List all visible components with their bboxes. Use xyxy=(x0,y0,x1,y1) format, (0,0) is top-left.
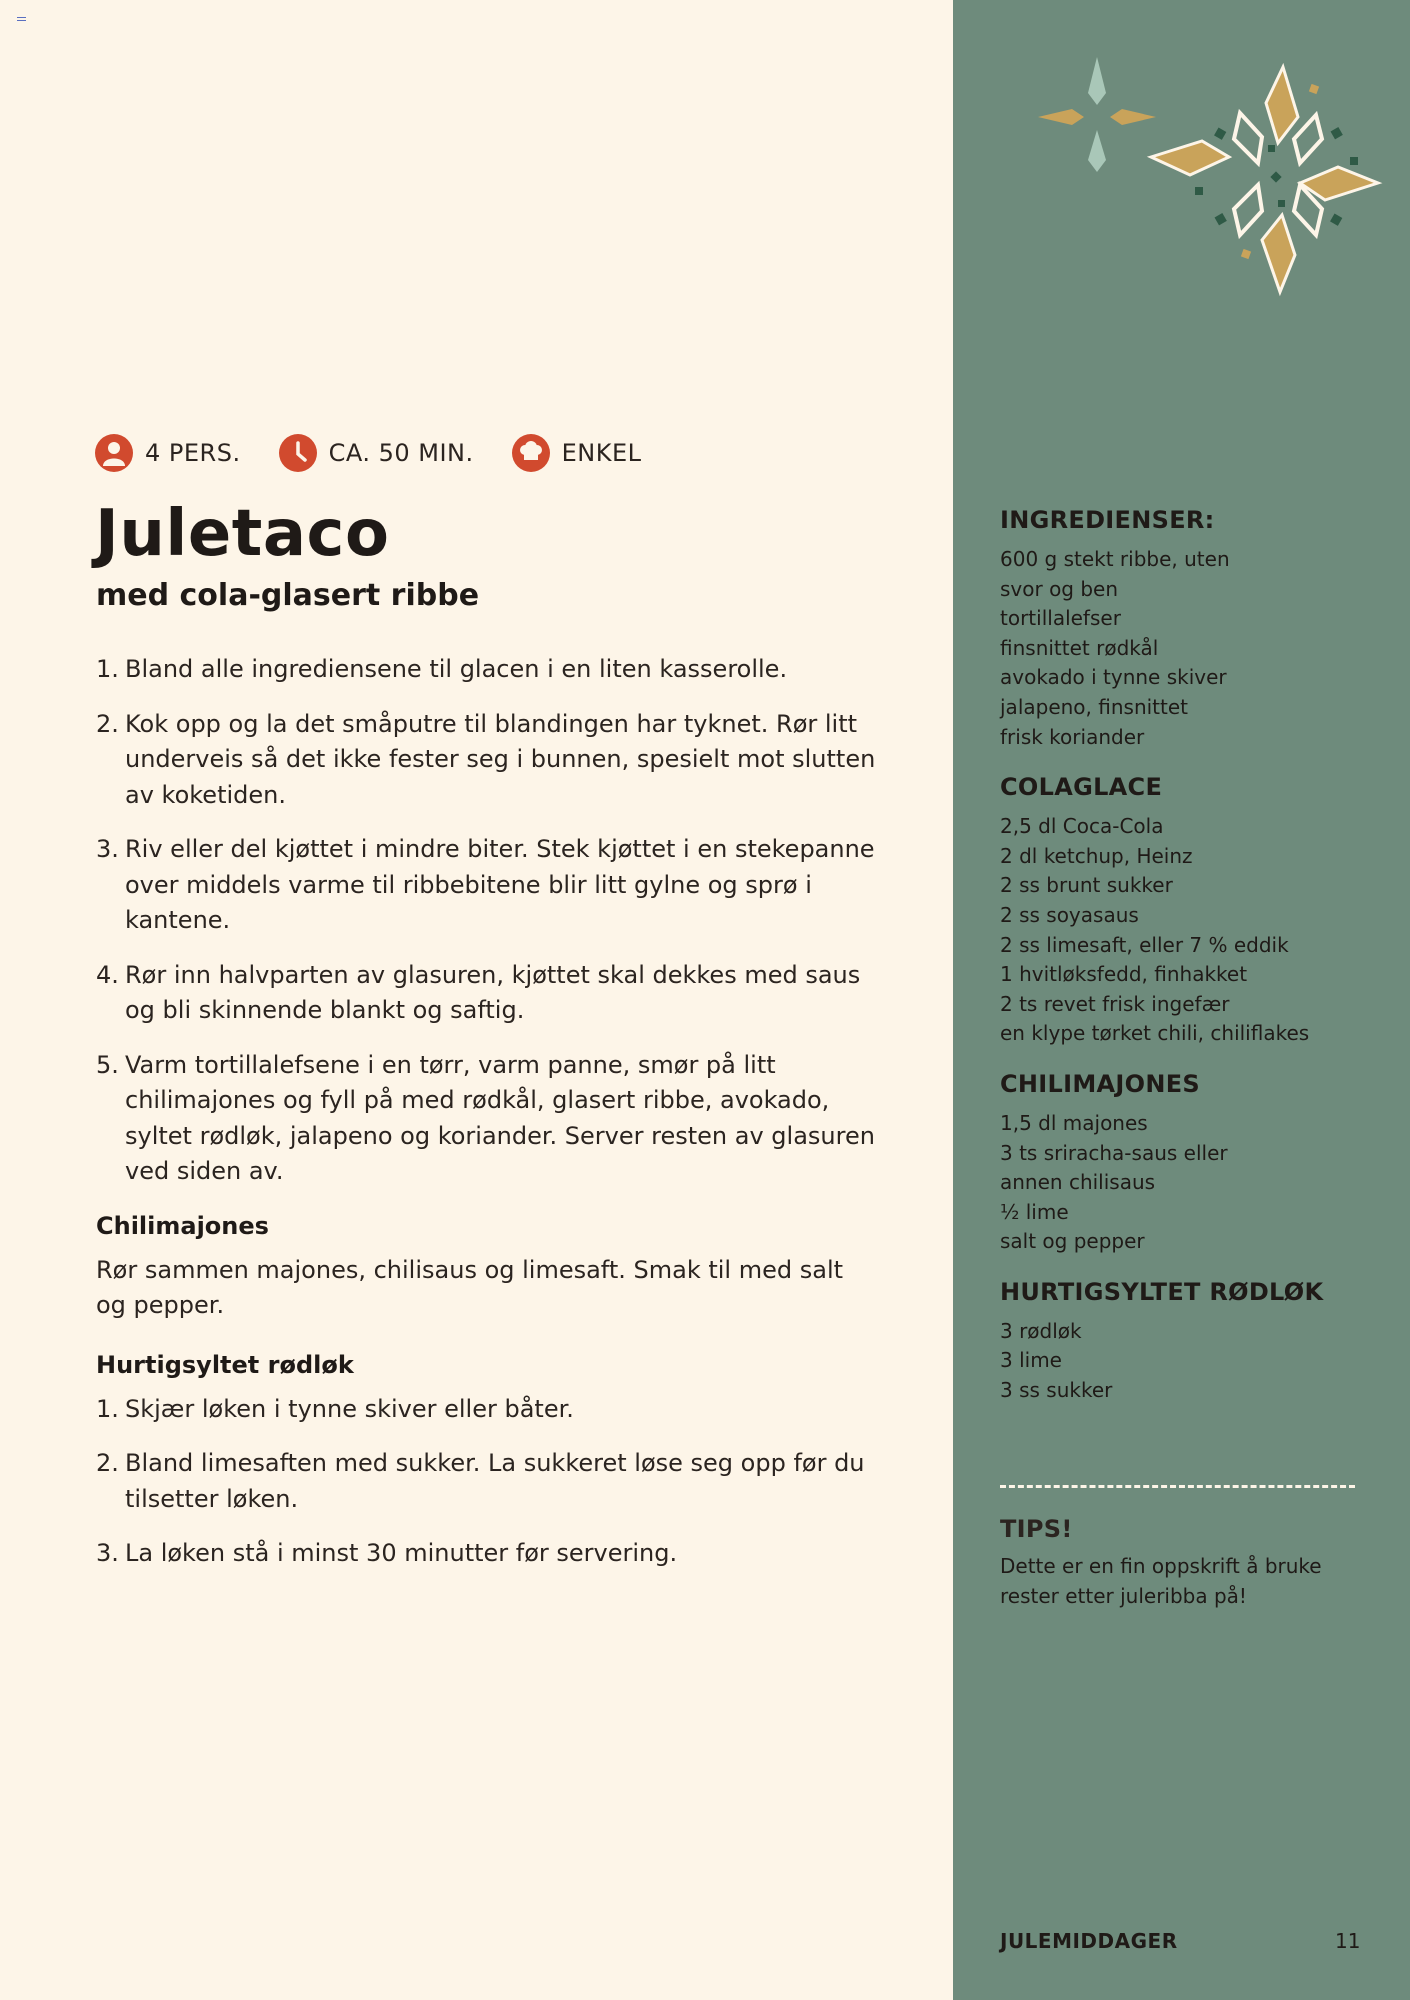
ingredient-list xyxy=(1000,1317,1380,1406)
step-number: 1. xyxy=(96,1394,119,1423)
ingredient-group xyxy=(1000,1067,1380,1257)
star-ornament-icon xyxy=(1020,45,1400,305)
onion-section-title: Hurtigsyltet rødløk xyxy=(96,1350,354,1379)
ingredient-item: 2,5 dl Coca-Cola xyxy=(1000,814,1164,839)
ingredient-item: 3 ss sukker xyxy=(1000,1378,1113,1403)
ingredient-group-title: COLAGLACE xyxy=(1000,773,1163,802)
page-number: 11 xyxy=(1335,1929,1361,1953)
ingredient-item: ½ lime xyxy=(1000,1199,1069,1224)
step-item xyxy=(96,958,876,1029)
footer-section-label: JULEMIDDAGER xyxy=(1000,1929,1178,1953)
method-content xyxy=(96,652,876,1591)
step-text: Skjær løken i tynne skiver eller båter. xyxy=(125,1394,574,1423)
step-item xyxy=(96,1536,876,1572)
time-text: CA. 50 MIN. xyxy=(328,439,474,467)
ingredient-item: salt og pepper xyxy=(1000,1229,1145,1254)
ingredient-item: 3 lime xyxy=(1000,1348,1062,1373)
ingredient-list xyxy=(1000,812,1380,1049)
servings-info xyxy=(95,434,241,472)
ingredient-item: tortillalefser xyxy=(1000,606,1121,631)
person-icon xyxy=(95,434,133,472)
ingredient-group xyxy=(1000,770,1380,1049)
step-number: 2. xyxy=(96,709,119,738)
ingredient-item: avokado i tynne skiver xyxy=(1000,665,1227,690)
ingredient-item: 3 rødløk xyxy=(1000,1318,1082,1343)
step-text: Kok opp og la det småputre til blandingen har tyknet. Rør litt underveis så det ikke fester seg i bunnen, spesielt mot slutten av koketiden. xyxy=(125,709,876,809)
ingredient-item: 2 ts revet frisk ingefær xyxy=(1000,991,1230,1016)
clock-icon xyxy=(279,434,317,472)
ingredient-group-title: CHILIMAJONES xyxy=(1000,1069,1201,1098)
step-text: Bland limesaften med sukker. La sukkeret løse seg opp før du tilsetter løken. xyxy=(125,1449,865,1513)
step-item xyxy=(96,1048,876,1190)
recipe-title: Juletaco xyxy=(95,497,390,571)
ingredient-item: frisk koriander xyxy=(1000,724,1145,749)
ingredient-item: 2 ss soyasaus xyxy=(1000,902,1139,927)
recipe-meta xyxy=(95,433,680,473)
ingredient-item: jalapeno, finsnittet xyxy=(1000,694,1189,719)
step-number: 1. xyxy=(96,655,119,683)
step-text: La løken stå i minst 30 minutter før servering. xyxy=(125,1539,678,1567)
ingredient-group xyxy=(1000,503,1380,752)
step-number: 5. xyxy=(96,1050,119,1079)
step-number: 4. xyxy=(96,960,119,989)
tips-box xyxy=(1000,1512,1350,1611)
chili-section-text: Rør sammen majones, chilisaus og limesaft. Smak til med salt og pepper. xyxy=(96,1255,844,1319)
difficulty-info xyxy=(512,434,642,472)
ingredient-item: en klype tørket chili, chiliflakes xyxy=(1000,1021,1310,1046)
servings-text: 4 PERS. xyxy=(145,439,241,467)
step-text: Riv eller del kjøttet i mindre biter. Stek kjøttet i en stekepanne over middels varme til ribbebitene blir litt gylne og sprø i kantene. xyxy=(125,835,875,934)
corner-mark xyxy=(17,17,26,23)
step-item xyxy=(96,652,876,688)
ingredient-item: 2 dl ketchup, Heinz xyxy=(1000,843,1193,868)
ingredient-item: svor og ben xyxy=(1000,576,1119,601)
tips-title: TIPS! xyxy=(1000,1515,1073,1543)
step-number: 3. xyxy=(96,835,119,863)
step-text: Varm tortillalefsene i en tørr, varm panne, smør på litt chilimajones og fyll på med rødkål, glasert ribbe, avokado, syltet rødløk, jalapeno og koriander. Server resten av glasuren ved siden av. xyxy=(125,1050,875,1185)
ingredient-item: 1,5 dl majones xyxy=(1000,1110,1148,1135)
dashed-divider xyxy=(1000,1485,1355,1488)
step-text: Bland alle ingrediensene til glacen i en liten kasserolle. xyxy=(125,655,788,683)
chili-section-title: Chilimajones xyxy=(96,1211,269,1240)
ingredient-item: 600 g stekt ribbe, uten xyxy=(1000,547,1230,571)
ingredient-item: 3 ts sriracha-saus eller xyxy=(1000,1140,1228,1165)
step-item xyxy=(96,832,876,939)
main-steps xyxy=(96,652,876,1190)
step-text: Rør inn halvparten av glasuren, kjøttet skal dekkes med saus og bli skinnende blankt og saftig. xyxy=(125,960,861,1024)
step-item xyxy=(96,1446,876,1517)
step-number: 3. xyxy=(96,1539,119,1567)
ingredient-item: 1 hvitløksfedd, finhakket xyxy=(1000,962,1248,987)
ingredient-list xyxy=(1000,1109,1380,1257)
ingredient-groups xyxy=(1000,503,1380,1424)
ingredient-group-title: INGREDIENSER: xyxy=(1000,506,1215,534)
ingredient-item: finsnittet rødkål xyxy=(1000,635,1159,660)
step-item xyxy=(96,707,876,814)
chef-hat-icon xyxy=(512,434,550,472)
time-info xyxy=(279,434,474,472)
recipe-subtitle: med cola-glasert ribbe xyxy=(96,578,480,613)
ingredient-item: 2 ss limesaft, eller 7 % eddik xyxy=(1000,932,1289,957)
ingredient-group xyxy=(1000,1275,1380,1406)
onion-steps xyxy=(96,1392,876,1572)
ingredient-item: 2 ss brunt sukker xyxy=(1000,873,1173,898)
ingredient-list xyxy=(1000,545,1380,752)
difficulty-text: ENKEL xyxy=(561,439,642,467)
tips-text: Dette er en fin oppskrift å bruke rester etter juleribba på! xyxy=(1000,1554,1322,1608)
step-number: 2. xyxy=(96,1449,119,1477)
ingredient-item: annen chilisaus xyxy=(1000,1170,1156,1195)
ingredient-group-title: HURTIGSYLTET RØDLØK xyxy=(1000,1277,1324,1306)
step-item xyxy=(96,1392,876,1428)
